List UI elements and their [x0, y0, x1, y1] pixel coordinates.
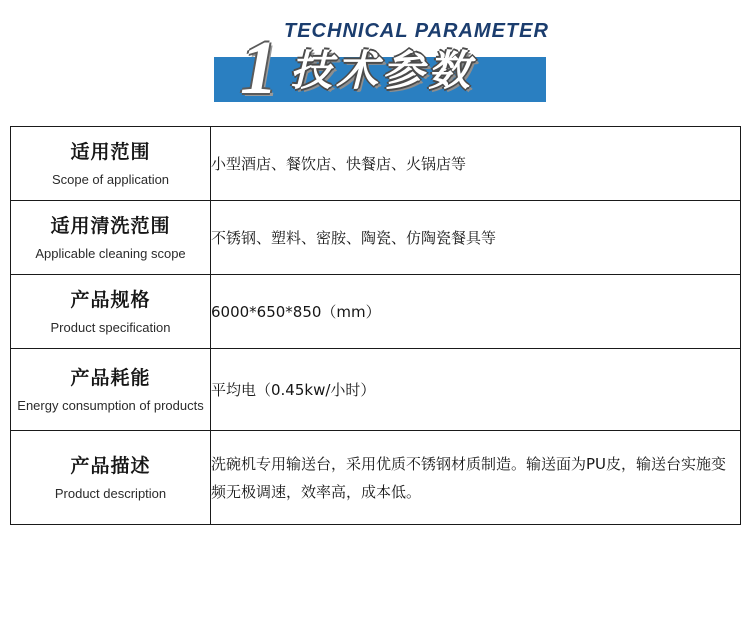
specification-table — [10, 126, 741, 525]
table-row-value-cell — [211, 349, 741, 431]
header-banner — [206, 10, 549, 110]
table-row-label-cell — [11, 275, 211, 349]
table-row-value-cell — [211, 275, 741, 349]
table-row — [11, 275, 741, 349]
table-row-value-cell — [211, 127, 741, 201]
table-row-label-cell — [11, 349, 211, 431]
row-value: 平均电（0.45kw/小时） — [211, 380, 376, 399]
row-label-en: Energy consumption of products — [17, 398, 204, 413]
row-label-en: Scope of application — [51, 172, 170, 187]
table-row-label-cell — [11, 431, 211, 525]
header-section-number: 1 — [240, 26, 278, 110]
table-row — [11, 201, 741, 275]
header-english-title: TECHNICAL PARAMETER — [284, 20, 549, 42]
row-value: 不锈钢、塑料、密胺、陶瓷、仿陶瓷餐具等 — [211, 228, 497, 247]
table-row-label-cell — [11, 201, 211, 275]
row-label-cn: 产品描述 — [70, 455, 151, 477]
row-label-cn: 产品耗能 — [70, 367, 151, 389]
table-row-value-cell — [211, 201, 741, 275]
row-value: 小型酒店、餐饮店、快餐店、火锅店等 — [211, 154, 467, 173]
row-label-cn: 适用范围 — [70, 141, 151, 163]
row-label-en: Product specification — [50, 320, 171, 335]
row-label-cn: 适用清洗范围 — [50, 215, 171, 237]
table-row-label-cell — [11, 127, 211, 201]
row-label-cn: 产品规格 — [70, 289, 151, 311]
row-value: 6000*650*850（mm） — [211, 302, 381, 321]
row-value: 洗碗机专用输送台，采用优质不锈钢材质制造。输送面为PU皮，输送台实施变频无极调速，效率高，成本低。 — [211, 454, 727, 501]
header-chinese-title: 技术参数 — [290, 46, 475, 95]
table-row — [11, 431, 741, 525]
row-label-en: Product description — [54, 486, 167, 501]
row-label-en: Applicable cleaning scope — [35, 246, 186, 261]
table-row — [11, 127, 741, 201]
table-row — [11, 349, 741, 431]
table-row-value-cell — [211, 431, 741, 525]
section-header — [0, 0, 750, 118]
